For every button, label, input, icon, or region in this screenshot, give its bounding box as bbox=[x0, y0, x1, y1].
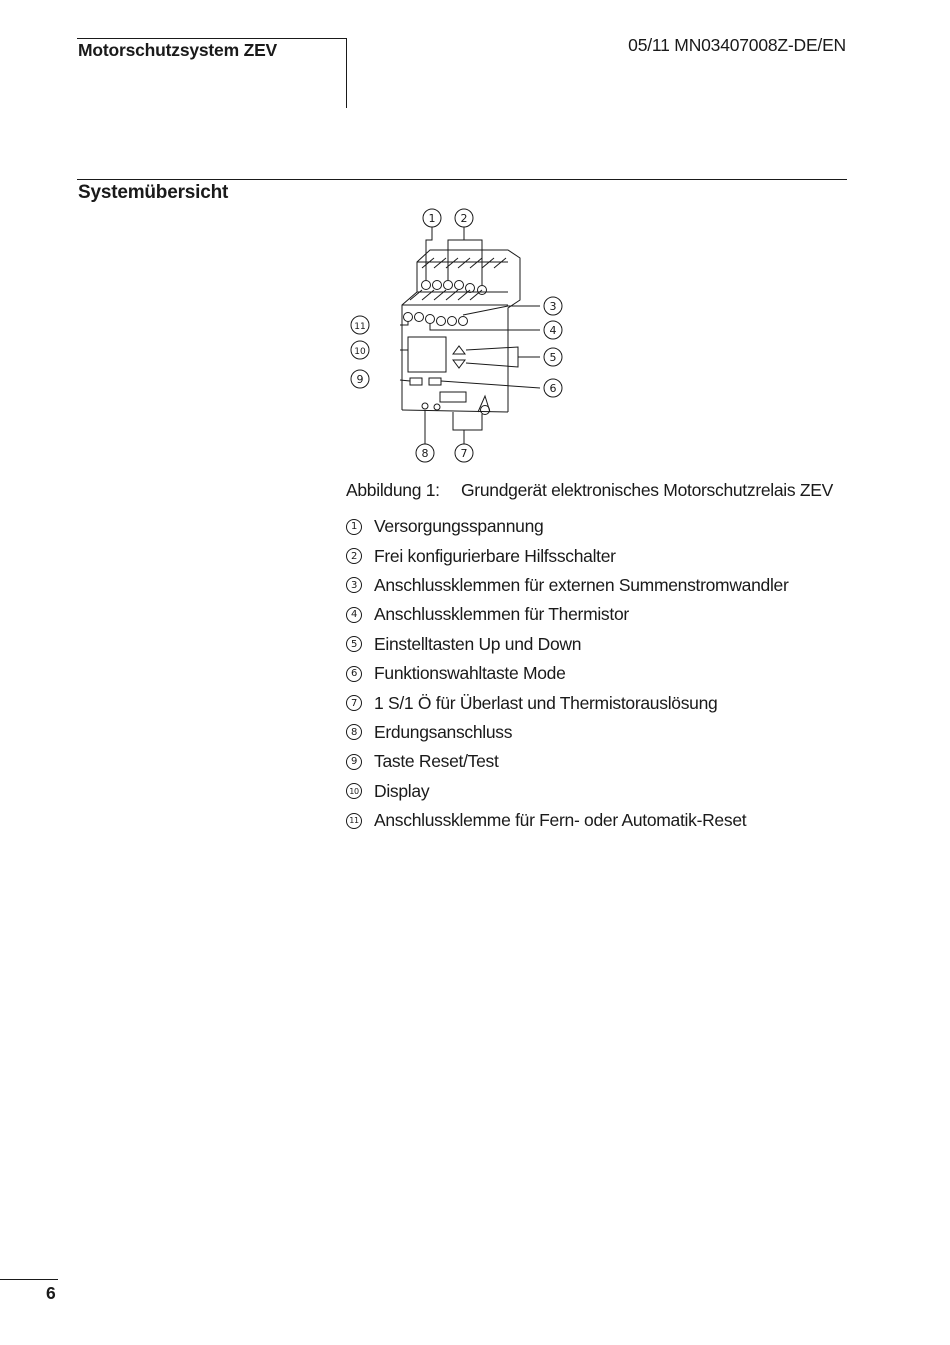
legend-number: 8 bbox=[346, 724, 362, 740]
header-divider bbox=[346, 38, 347, 108]
callout-label: 9 bbox=[356, 373, 364, 386]
section-title: Systemübersicht bbox=[78, 182, 229, 203]
legend-item bbox=[346, 777, 789, 806]
legend-text: Anschlussklemmen für externen Summenstromwandler bbox=[374, 574, 789, 595]
callout-label: 6 bbox=[549, 382, 557, 395]
callout-label: 8 bbox=[421, 447, 429, 460]
callout-label: 3 bbox=[549, 300, 557, 313]
legend-item bbox=[346, 541, 789, 570]
legend-text: Anschlussklemmen für Thermistor bbox=[374, 604, 629, 625]
legend-number: 10 bbox=[346, 783, 362, 799]
legend-item bbox=[346, 630, 789, 659]
legend-number: 7 bbox=[346, 695, 362, 711]
legend-number: 6 bbox=[346, 666, 362, 682]
legend-item bbox=[346, 512, 789, 541]
legend-text: Frei konfigurierbare Hilfsschalter bbox=[374, 545, 616, 566]
callout-label: 5 bbox=[549, 351, 557, 364]
legend-item bbox=[346, 659, 789, 688]
page-number: 6 bbox=[46, 1283, 56, 1303]
figure-caption-text: Grundgerät elektronisches Motorschutzrelais ZEV bbox=[461, 480, 834, 500]
legend-number: 3 bbox=[346, 577, 362, 593]
legend-text: Versorgungsspannung bbox=[374, 516, 544, 537]
footer-rule bbox=[0, 1279, 58, 1280]
legend-list bbox=[346, 512, 789, 835]
callout-label: 2 bbox=[460, 212, 468, 225]
legend-number: 5 bbox=[346, 636, 362, 652]
legend-text: 1 S/1 Ö für Überlast und Thermistorauslösung bbox=[374, 692, 718, 713]
legend-item bbox=[346, 571, 789, 600]
header-rule bbox=[77, 38, 347, 39]
figure-caption bbox=[346, 480, 833, 501]
legend-number: 4 bbox=[346, 607, 362, 623]
legend-text: Taste Reset/Test bbox=[374, 751, 499, 772]
legend-number: 2 bbox=[346, 548, 362, 564]
legend-number: 1 bbox=[346, 519, 362, 535]
legend-item bbox=[346, 600, 789, 629]
document-id: 05/11 MN03407008Z-DE/EN bbox=[628, 35, 846, 55]
legend-text: Display bbox=[374, 780, 430, 801]
legend-item bbox=[346, 688, 789, 717]
legend-number: 11 bbox=[346, 813, 362, 829]
device-diagram bbox=[340, 200, 580, 472]
legend-number: 9 bbox=[346, 754, 362, 770]
legend-text: Funktionswahltaste Mode bbox=[374, 663, 566, 684]
callout-label: 1 bbox=[428, 212, 436, 225]
section-rule bbox=[77, 179, 847, 180]
callout-label: 10 bbox=[354, 347, 366, 357]
figure-caption-label: Abbildung 1: bbox=[346, 480, 440, 500]
legend-text: Einstelltasten Up und Down bbox=[374, 633, 582, 654]
legend-item bbox=[346, 718, 789, 747]
callout-label: 7 bbox=[460, 447, 468, 460]
legend-item bbox=[346, 747, 789, 776]
header-title: Motorschutzsystem ZEV bbox=[78, 40, 278, 60]
callout-label: 11 bbox=[354, 322, 366, 332]
legend-text: Erdungsanschluss bbox=[374, 721, 513, 742]
legend-text: Anschlussklemme für Fern- oder Automatik-Reset bbox=[374, 810, 747, 831]
legend-item bbox=[346, 806, 789, 835]
callout-label: 4 bbox=[549, 324, 557, 337]
